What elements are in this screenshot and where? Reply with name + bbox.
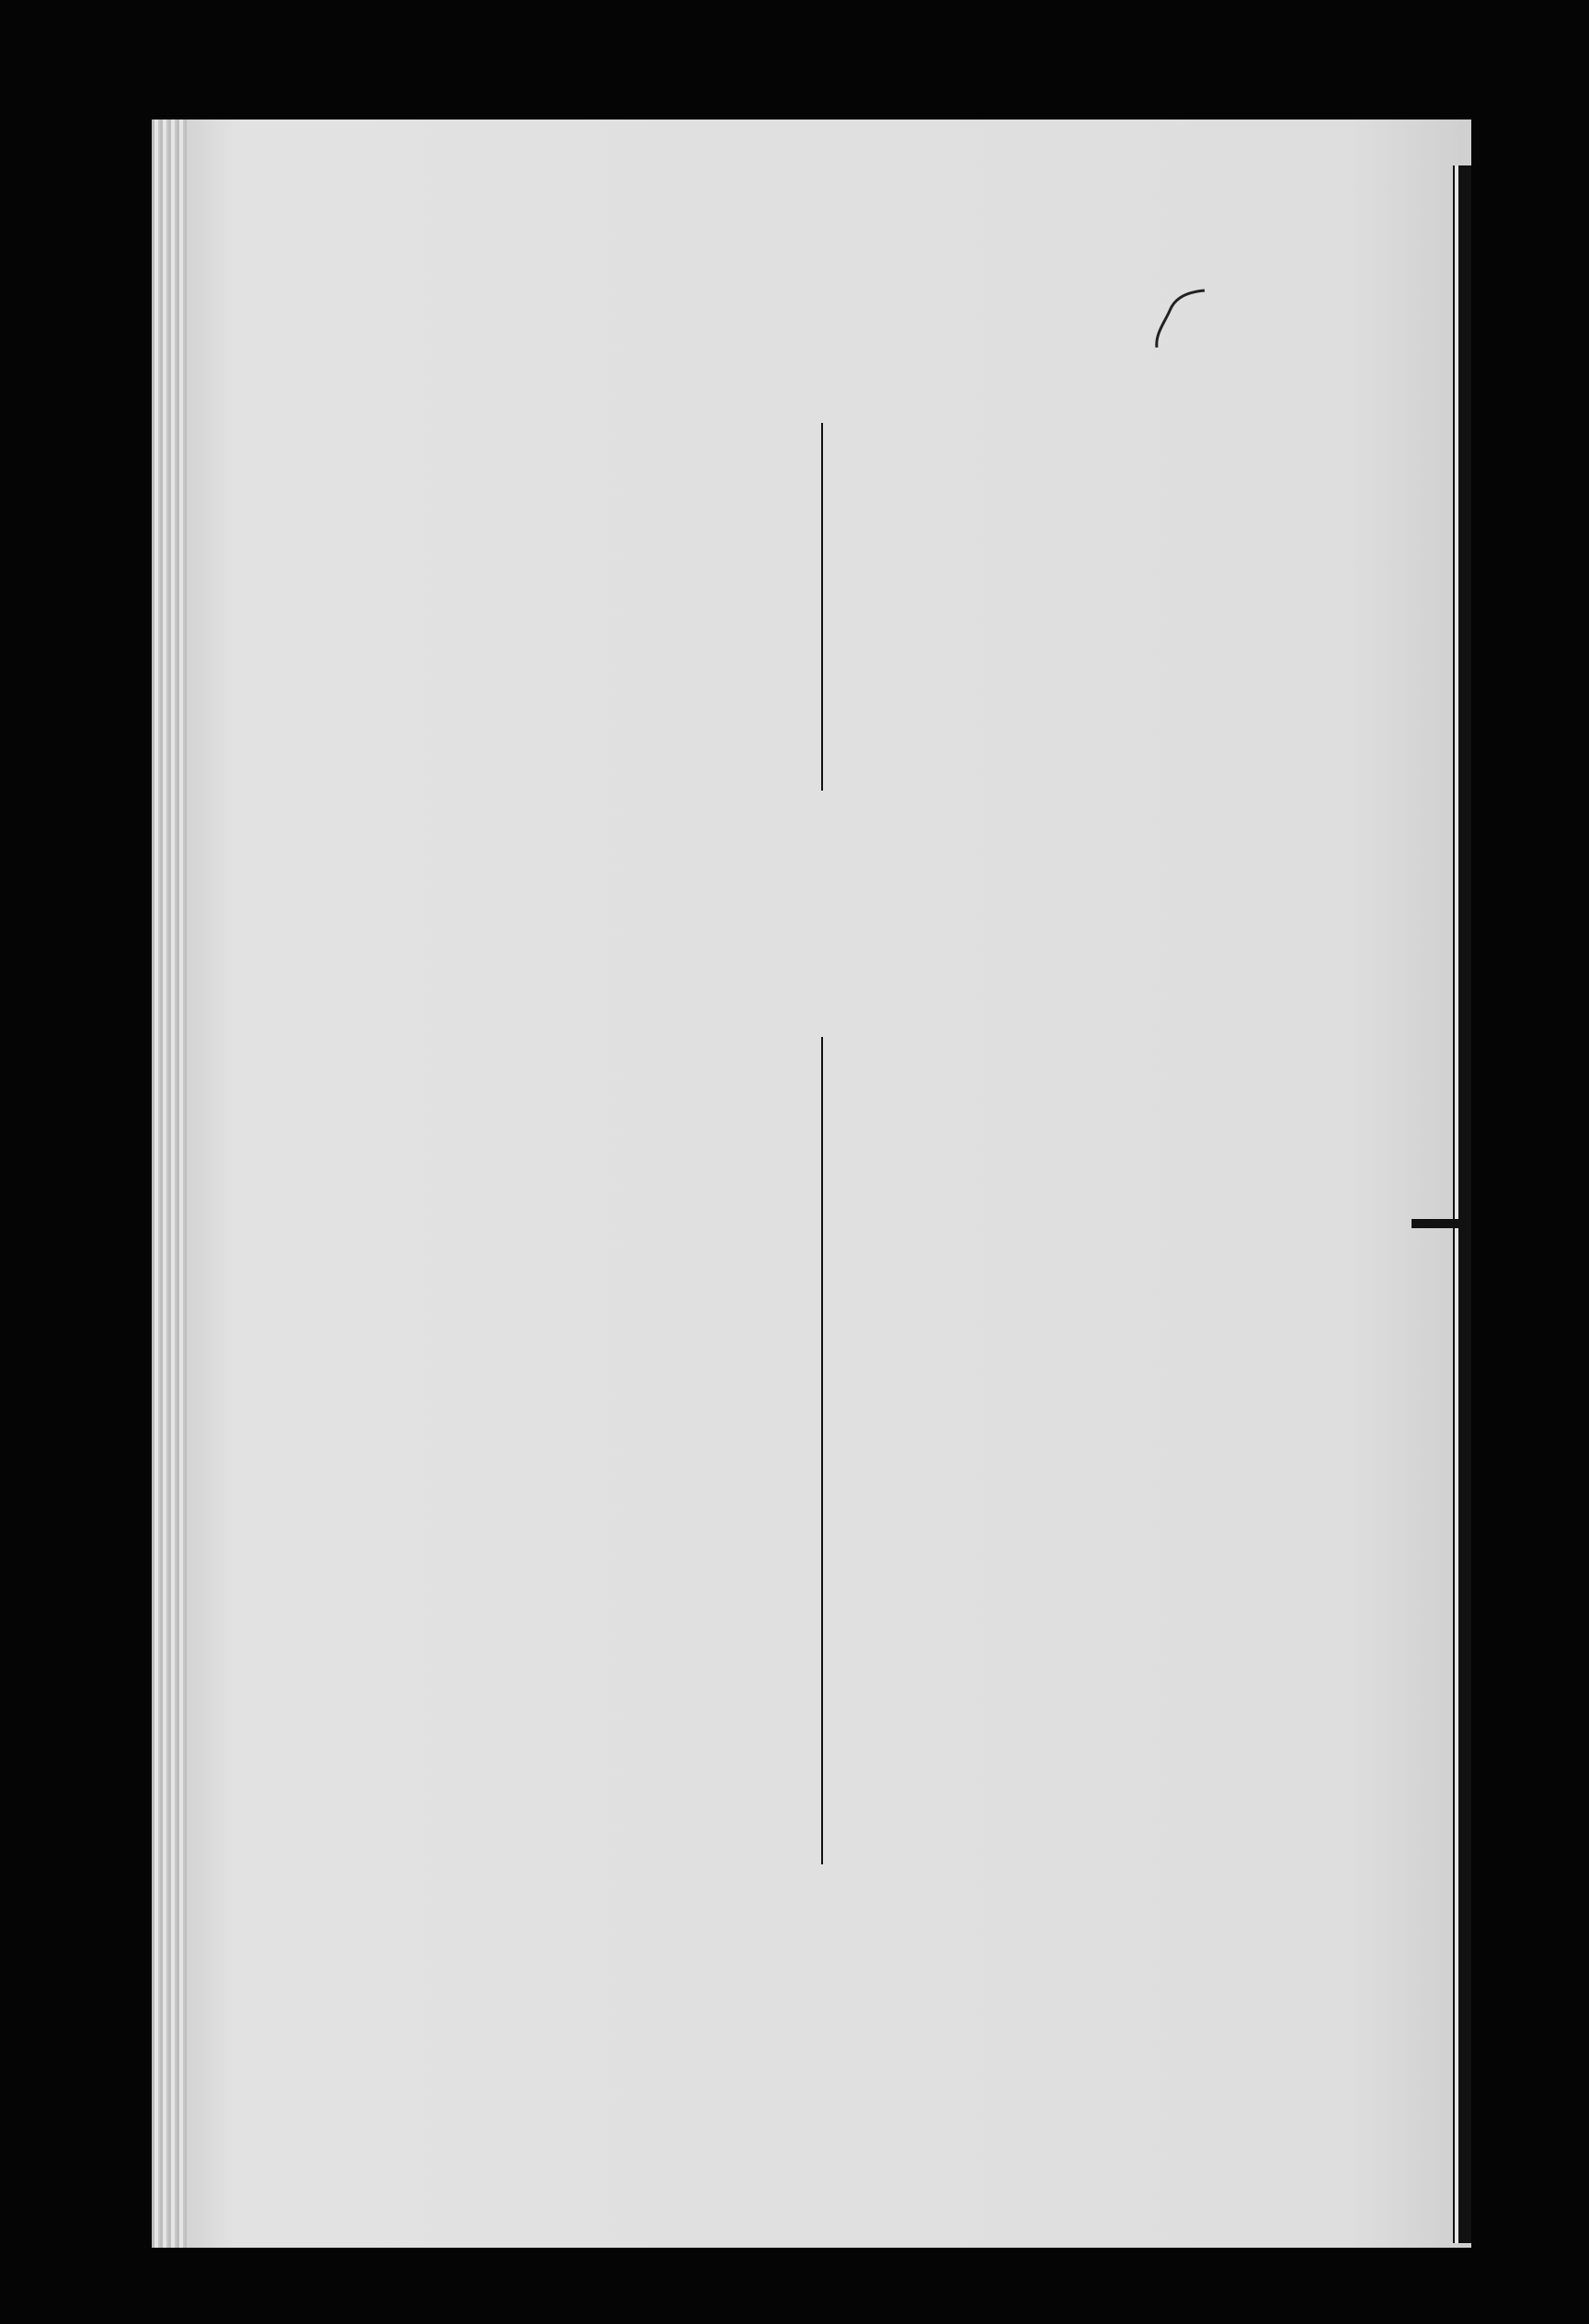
top-column-divider xyxy=(821,423,823,791)
page-margin-mark xyxy=(1412,1219,1467,1228)
bottom-column-divider xyxy=(821,1037,823,1864)
page-edge-right xyxy=(1453,165,1471,2243)
book-page xyxy=(152,120,1471,2248)
page-edge-left xyxy=(152,120,187,2248)
pen-stroke-mark xyxy=(1149,283,1223,357)
